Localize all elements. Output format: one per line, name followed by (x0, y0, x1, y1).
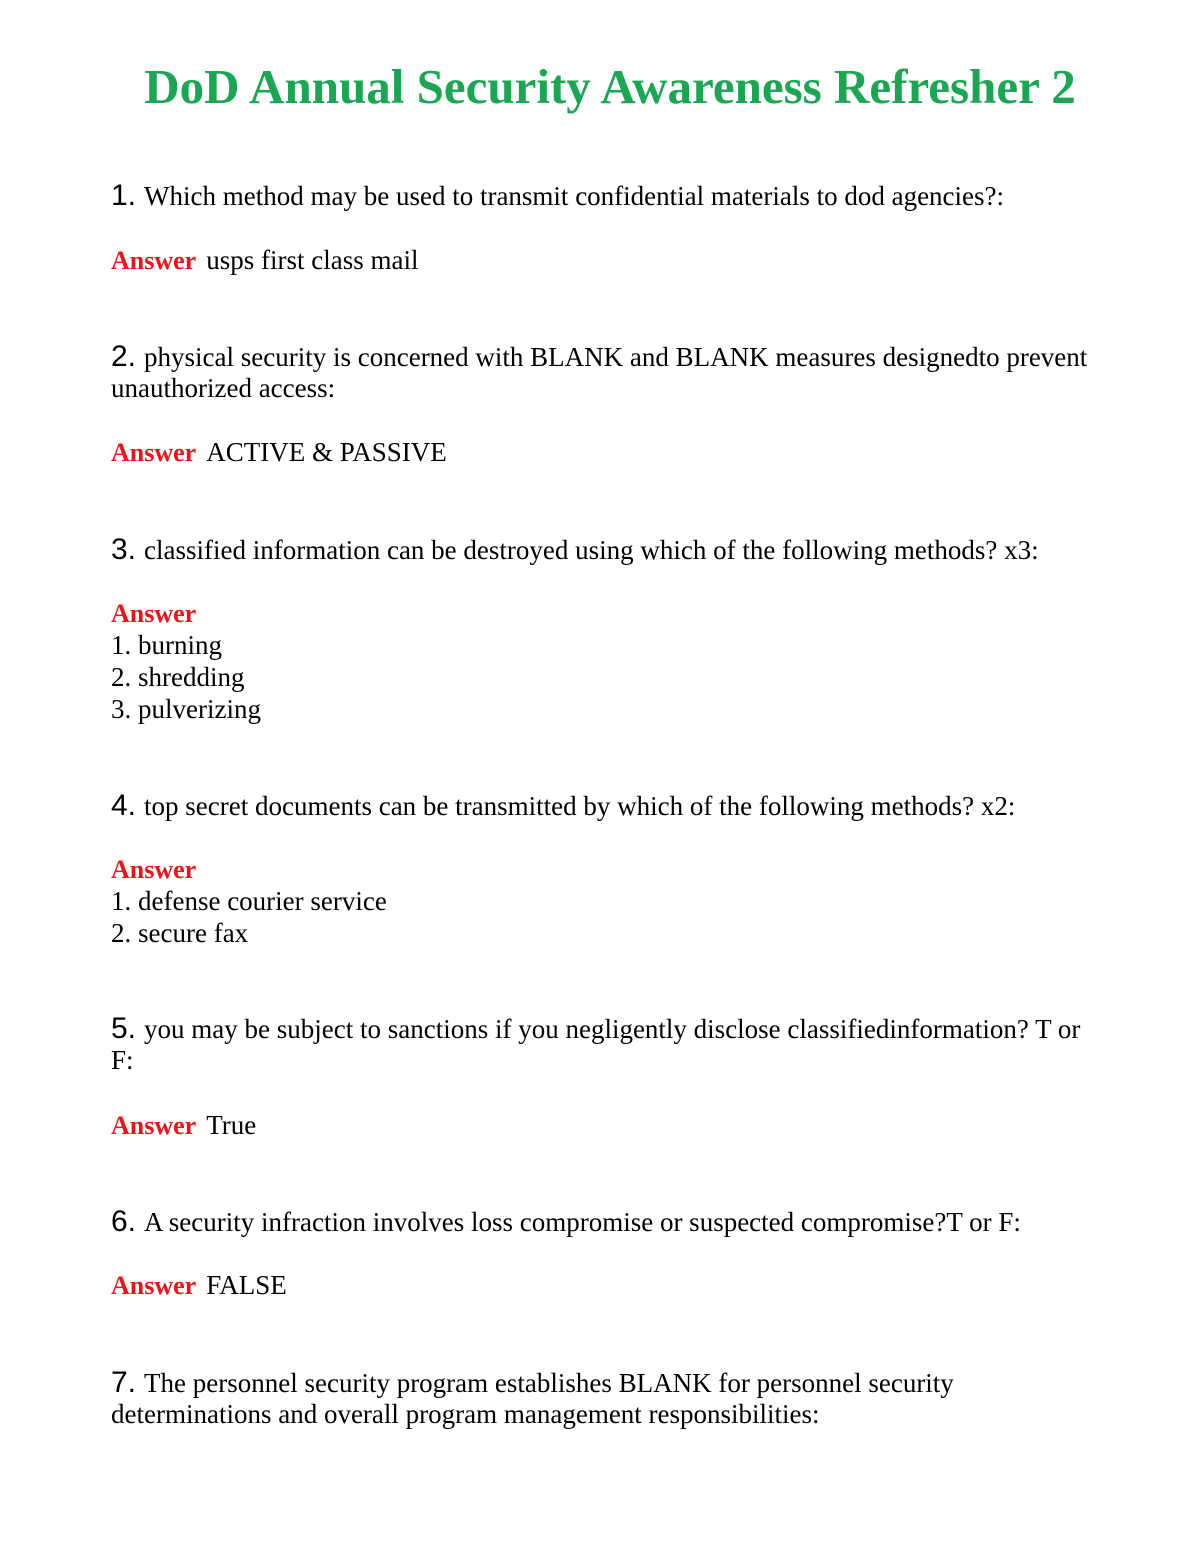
answer-4-list (111, 885, 387, 949)
answer-label: Answer (111, 599, 197, 628)
question-text: classified information can be destroyed using which of the following methods? x3: (144, 535, 1039, 565)
answer-text: usps first class mail (206, 245, 419, 275)
answer-list-item: 3. pulverizing (111, 694, 261, 724)
answer-4 (111, 853, 1111, 886)
answer-6 (111, 1269, 1111, 1302)
answer-3 (111, 597, 1111, 630)
question-text: physical security is concerned with BLANK and BLANK measures designedto prevent unauthorized access: (111, 342, 1088, 403)
answer-label: Answer (111, 1271, 197, 1300)
question-number: 6. (111, 1205, 137, 1238)
question-1 (111, 180, 1111, 212)
question-5 (111, 1013, 1106, 1076)
question-text: A security infraction involves loss compromise or suspected compromise?T or F: (144, 1207, 1021, 1237)
question-text: Which method may be used to transmit confidential materials to dod agencies?: (144, 181, 1005, 211)
answer-label: Answer (111, 1111, 197, 1140)
question-number: 3. (111, 533, 137, 566)
answer-label: Answer (111, 855, 197, 884)
question-number: 2. (111, 340, 137, 373)
question-4 (111, 790, 1111, 822)
question-text: top secret documents can be transmitted by which of the following methods? x2: (144, 791, 1016, 821)
answer-label: Answer (111, 246, 197, 275)
answer-label: Answer (111, 438, 197, 467)
question-3 (111, 534, 1111, 566)
answer-5 (111, 1109, 1111, 1142)
question-7 (111, 1367, 1011, 1430)
answer-1 (111, 244, 1111, 277)
answer-list-item: 1. burning (111, 630, 222, 660)
question-number: 1. (111, 179, 137, 212)
question-6 (111, 1206, 1111, 1238)
question-text: The personnel security program establishes BLANK for personnel security determinations and overall program management responsibilities: (111, 1368, 954, 1429)
question-2 (111, 341, 1096, 404)
question-text: you may be subject to sanctions if you negligently disclose classifiedinformation? T or F: (111, 1014, 1081, 1075)
answer-list-item: 1. defense courier service (111, 886, 387, 916)
answer-2 (111, 436, 1111, 469)
answer-text: ACTIVE & PASSIVE (206, 437, 447, 467)
question-number: 7. (111, 1366, 137, 1399)
question-number: 4. (111, 789, 137, 822)
answer-3-list (111, 629, 261, 725)
document-title: DoD Annual Security Awareness Refresher 2 (144, 59, 1076, 114)
answer-text: True (206, 1110, 257, 1140)
answer-text: FALSE (206, 1270, 287, 1300)
question-number: 5. (111, 1012, 137, 1045)
answer-list-item: 2. shredding (111, 662, 245, 692)
answer-list-item: 2. secure fax (111, 918, 249, 948)
